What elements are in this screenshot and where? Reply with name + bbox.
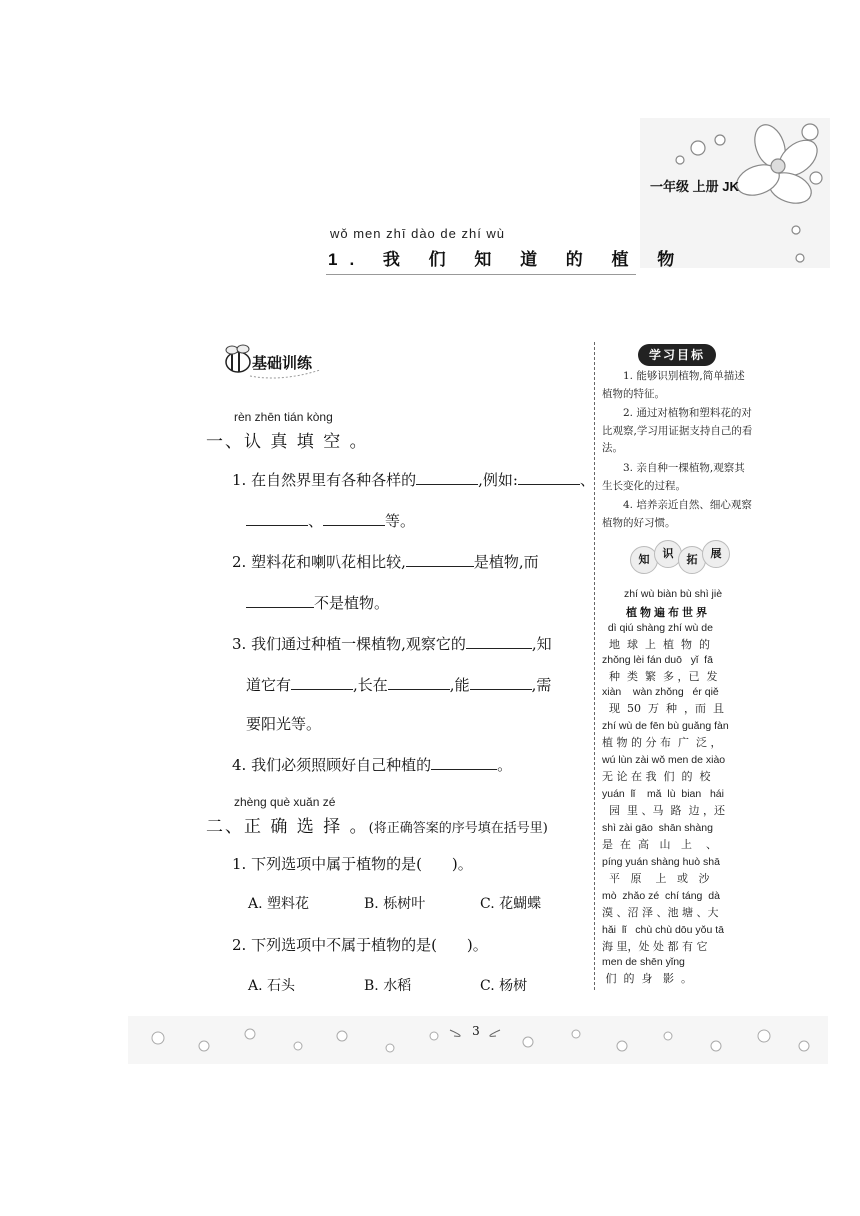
question-3-line-2: 道它有 ,长在 ,能 ,需 xyxy=(246,676,552,694)
extension-text-line: 漠 、沼 泽 、池 塘 、大 xyxy=(602,906,719,919)
question-3-line-3: 要阳光等。 xyxy=(246,715,322,733)
section-badge: 基础训练 xyxy=(252,355,313,372)
extension-char: 展 xyxy=(702,540,730,568)
choice-question-2: 2. 下列选项中不属于植物的是( )。 xyxy=(232,936,488,954)
extension-title: 植物遍布世界 xyxy=(626,607,710,619)
extension-text-line: 植 物 的 分 布 广 泛 ， xyxy=(602,736,722,749)
title-underline xyxy=(326,274,636,275)
choice-question-1: 1. 下列选项中属于植物的是( )。 xyxy=(232,855,473,873)
answer-blank[interactable] xyxy=(246,511,308,526)
question-4: 4. 我们必须照顾好自己种植的 。 xyxy=(232,756,513,774)
column-divider xyxy=(594,342,595,990)
lesson-title-pinyin: wǒ men zhī dào de zhí wù xyxy=(330,226,506,241)
learning-goals-title: 学习目标 xyxy=(638,344,716,366)
extension-text-line: 地 球 上 植 物 的 xyxy=(602,638,710,651)
extension-pinyin-line: zhǒng lèi fán duō yǐ fā xyxy=(602,654,713,666)
answer-blank[interactable] xyxy=(323,511,385,526)
answer-blank[interactable] xyxy=(246,593,314,608)
extension-title-pinyin: zhí wù biàn bù shì jiè xyxy=(624,588,723,600)
choice-option[interactable]: C. 花蝴蝶 xyxy=(480,896,542,912)
answer-blank[interactable] xyxy=(416,470,478,485)
answer-blank[interactable] xyxy=(470,675,532,690)
extension-text-line: 现 50 万 种 ，而 且 xyxy=(602,702,724,715)
part2-pinyin: zhèng què xuǎn zé xyxy=(234,795,336,809)
extension-pinyin-line: dì qiú shàng zhí wù de xyxy=(602,622,713,634)
answer-blank[interactable] xyxy=(388,675,450,690)
question-2-line-2: 不是植物。 xyxy=(246,592,389,613)
extension-pinyin-line: xiàn wàn zhǒng ér qiě xyxy=(602,686,719,698)
page-number: 3 xyxy=(472,1024,480,1038)
part1-heading: 一、认 真 填 空 。 xyxy=(206,432,369,452)
answer-blank[interactable] xyxy=(431,755,497,770)
extension-pinyin-line: shì zài gāo shān shàng xyxy=(602,822,713,834)
extension-pinyin-line: wú lùn zài wǒ men de xiào xyxy=(602,754,726,766)
learning-goal: 4. 培养亲近自然、细心观察植物的好习惯。 xyxy=(602,499,752,529)
part1-pinyin: rèn zhēn tián kòng xyxy=(234,410,333,424)
learning-goal: 3. 亲自种一棵植物,观察其生长变化的过程。 xyxy=(602,462,745,492)
part2-heading: 二、正 确 选 择 。(将正确答案的序号填在括号里) xyxy=(206,817,548,837)
choice-option[interactable]: A. 塑料花 xyxy=(248,896,310,912)
extension-text-line: 平 原 上 或 沙 xyxy=(602,872,710,885)
answer-blank[interactable] xyxy=(291,675,353,690)
extension-text-line: 们 的 身 影 。 xyxy=(602,972,692,985)
lesson-title: 1. 我 们 知 道 的 植 物 xyxy=(328,250,687,269)
extension-pinyin-line: píng yuán shàng huò shā xyxy=(602,856,720,868)
extension-char: 拓 xyxy=(678,546,706,574)
extension-pinyin-line: yuán lǐ mǎ lù bian hái xyxy=(602,788,724,800)
extension-char: 知 xyxy=(630,546,658,574)
choice-option[interactable]: C. 杨树 xyxy=(480,978,528,994)
learning-goal: 2. 通过对植物和塑料花的对比观察,学习用证据支持自己的看法。 xyxy=(602,407,753,454)
extension-pinyin-line: hǎi lǐ chù chù dōu yǒu tā xyxy=(602,924,724,936)
answer-blank[interactable] xyxy=(466,634,532,649)
answer-blank[interactable] xyxy=(518,470,580,485)
choice-option[interactable]: B. 水稻 xyxy=(364,978,412,994)
extension-char: 识 xyxy=(654,540,682,568)
answer-blank[interactable] xyxy=(406,552,474,567)
choice-option[interactable]: B. 栎树叶 xyxy=(364,896,426,912)
choice-option[interactable]: A. 石头 xyxy=(248,978,296,994)
extension-pinyin-line: mò zhǎo zé chí táng dà xyxy=(602,890,720,902)
extension-pinyin-line: men de shēn yǐng xyxy=(602,956,685,968)
extension-text-line: 是 在 高 山 上 、 xyxy=(602,838,717,851)
extension-text-line: 园 里 、马 路 边 ，还 xyxy=(602,804,725,817)
extension-pinyin-line: zhí wù de fēn bù guǎng fàn xyxy=(602,720,729,732)
extension-text-line: 无 论 在 我 们 的 校 xyxy=(602,770,711,783)
grade-label: 一年级 上册 JK xyxy=(650,179,739,194)
extension-text-line: 海 里，处 处 都 有 它 xyxy=(602,940,708,953)
question-1-line-2: 、 等。 xyxy=(246,510,415,531)
question-1-line-1: 1. 在自然界里有各种各样的 ,例如: 、 xyxy=(232,471,595,489)
extension-text-line: 种 类 繁 多 ，已 发 xyxy=(602,670,718,683)
question-2-line-1: 2. 塑料花和喇叭花相比较, 是植物,而 xyxy=(232,553,539,571)
question-3-line-1: 3. 我们通过种植一棵植物,观察它的 ,知 xyxy=(232,635,552,653)
learning-goal: 1. 能够识别植物,简单描述植物的特征。 xyxy=(602,370,745,400)
